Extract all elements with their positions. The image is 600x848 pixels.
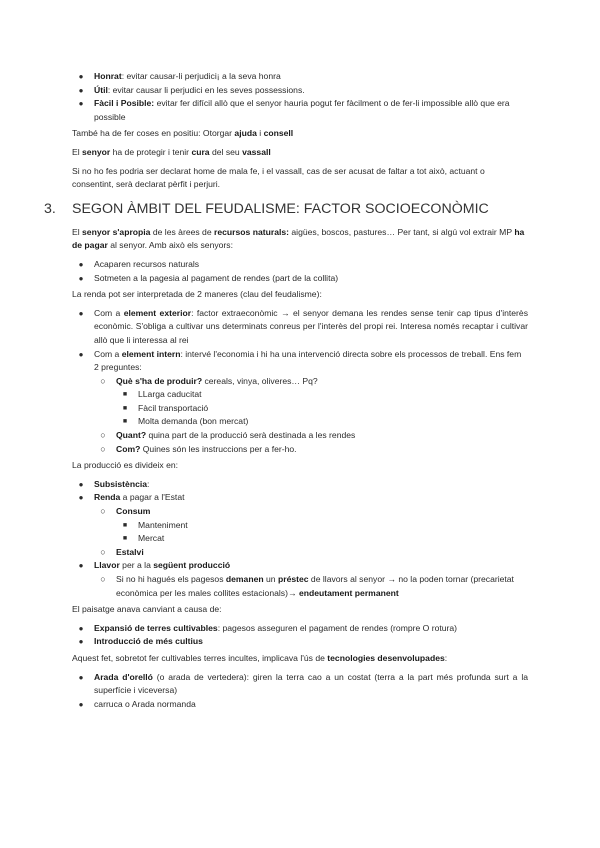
- list-item: ○ Quant? quina part de la producció serà destinada a les rendes: [72, 429, 528, 443]
- list-item: ● Renda a pagar a l'Estat: [72, 491, 528, 505]
- list-item: ■ Mercat: [72, 532, 528, 546]
- list-item: ● Sotmeten a la pagesia al pagament de rendes (part de la collita): [72, 272, 528, 286]
- square-bullet-icon: ■: [122, 535, 128, 543]
- bullet-icon: ●: [78, 349, 84, 359]
- list-item: ■ Fàcil transportació: [72, 402, 528, 416]
- bullet-icon: ●: [78, 99, 84, 109]
- bullet-icon: ●: [78, 561, 84, 571]
- list-item: ○ Què s'ha de produir? cereals, vinya, oliveres… Pq?: [72, 375, 528, 389]
- list-item: ● Honrat: evitar causar-li perjudici¡ a la seva honra: [72, 70, 528, 84]
- bullet-icon: ●: [78, 623, 84, 633]
- bullet-icon: ●: [78, 308, 84, 318]
- list-item: ● Com a element intern: intervé l'economia i hi ha una intervenció directa sobre els processos de treball. Ens fem 2 preguntes:: [72, 348, 528, 375]
- bullet-icon: ●: [78, 479, 84, 489]
- square-bullet-icon: ■: [122, 404, 128, 412]
- list-item: ● carruca o Arada normanda: [72, 698, 528, 712]
- paragraph-bad-faith: Si no ho fes podria ser declarat home de mala fe, i el vassall, cas de ser acusat de faltar a tot això, actuant o consentint, serà declarat pèrfit i perjuri.: [72, 165, 485, 190]
- bullet-icon: ●: [78, 259, 84, 269]
- section-number: 3.: [44, 200, 56, 217]
- circle-bullet-icon: ○: [100, 574, 106, 584]
- bullet-icon: ●: [78, 672, 84, 682]
- circle-bullet-icon: ○: [100, 546, 106, 557]
- circle-bullet-icon: ○: [100, 443, 106, 454]
- technology-list: [72, 671, 528, 712]
- bullet-icon: ●: [78, 493, 84, 503]
- production-list: [72, 478, 528, 600]
- list-item: ● Útil: evitar causar li perjudici en les seves possessions.: [72, 84, 528, 98]
- square-bullet-icon: ■: [122, 391, 128, 399]
- bullet-icon: ●: [78, 72, 84, 81]
- paragraph-production-divides: La producció es divideix en:: [72, 460, 179, 471]
- landscape-list: [72, 622, 528, 649]
- square-bullet-icon: ■: [122, 418, 128, 426]
- list-item: ● Llavor per a la següent producció: [72, 559, 528, 573]
- list-item: ● Expansió de terres cultivables: pagesos asseguren el pagament de rendes (rompre O rotura): [72, 622, 528, 636]
- document-content: [44, 70, 529, 711]
- list-item: ● Arada d'orelló (o arada de vertedera): giren la terra cao a un costat (terra a la part més profunda surt a la superfície i viceversa): [72, 671, 528, 698]
- circle-bullet-icon: ○: [100, 506, 106, 517]
- bullet-icon: ●: [78, 85, 84, 95]
- bullet-icon: ●: [78, 637, 84, 647]
- obligations-list: [72, 70, 528, 124]
- list-item: ● Subsistència:: [72, 478, 528, 492]
- circle-bullet-icon: ○: [100, 375, 106, 386]
- lords-list: [72, 258, 528, 285]
- paragraph-technology: Aquest fet, sobretot fer cultivables terres incultes, implicava l'ús de tecnologies desenvolupades:: [72, 652, 448, 663]
- paragraph-natural-resources: El senyor s'apropia de les àrees de recursos naturals: aigües, boscos, pastures… Per tant, si algú vol extrair MP ha de pagar al senyor. Amb això els senyors:: [72, 226, 525, 251]
- list-item: ● Com a element exterior: factor extraeconòmic → el senyor demana les rendes sense tenir cap tipus d'interès econòmic. S'obliga a cultivar uns determinats conreus per l'interès del propi rei. Interesa només recaptar i cultivar allò que li interessa al rei: [72, 307, 528, 348]
- section-heading: [44, 200, 528, 218]
- list-item: ○ Com? Quines són les instruccions per a fer-ho.: [72, 443, 528, 457]
- paragraph-rent-interpretation: La renda pot ser interpretada de 2 maneres (clau del feudalisme):: [72, 289, 322, 300]
- list-item: ● Introducció de més cultius: [72, 635, 528, 649]
- bullet-icon: ●: [78, 273, 84, 283]
- section-title: SEGON ÀMBIT DEL FEUDALISME: FACTOR SOCIOECONÒMIC: [72, 200, 489, 217]
- paragraph-landscape: El paisatge anava canviant a causa de:: [72, 604, 222, 615]
- paragraph-lord-protect: El senyor ha de protegir i tenir cura del seu vassall: [72, 146, 271, 157]
- bullet-icon: ●: [78, 699, 84, 709]
- rent-list: [72, 307, 528, 457]
- list-item: ■ LLarga caducitat: [72, 388, 528, 402]
- paragraph-positive-duties: També ha de fer coses en positiu: Otorgar ajuda i consell: [72, 128, 294, 139]
- square-bullet-icon: ■: [122, 521, 128, 529]
- list-item: ● Fàcil i Posible: evitar fer difícil allò que el senyor hauria pogut fer fàcilment o de fer-li impossible allò que era possible: [72, 97, 528, 124]
- list-item: ○ Consum: [72, 505, 528, 519]
- circle-bullet-icon: ○: [100, 430, 106, 441]
- list-item: ■ Molta demanda (bon mercat): [72, 415, 528, 429]
- list-item: ○ Estalvi: [72, 546, 528, 560]
- list-item: ● Acaparen recursos naturals: [72, 258, 528, 272]
- list-item: ■ Manteniment: [72, 519, 528, 533]
- list-item: ○ Si no hi hagués els pagesos demanen un préstec de llavors al senyor → no la poden tornar (precarietat econòmica per les males collites estacionals)→ endeutament permanent: [72, 573, 528, 600]
